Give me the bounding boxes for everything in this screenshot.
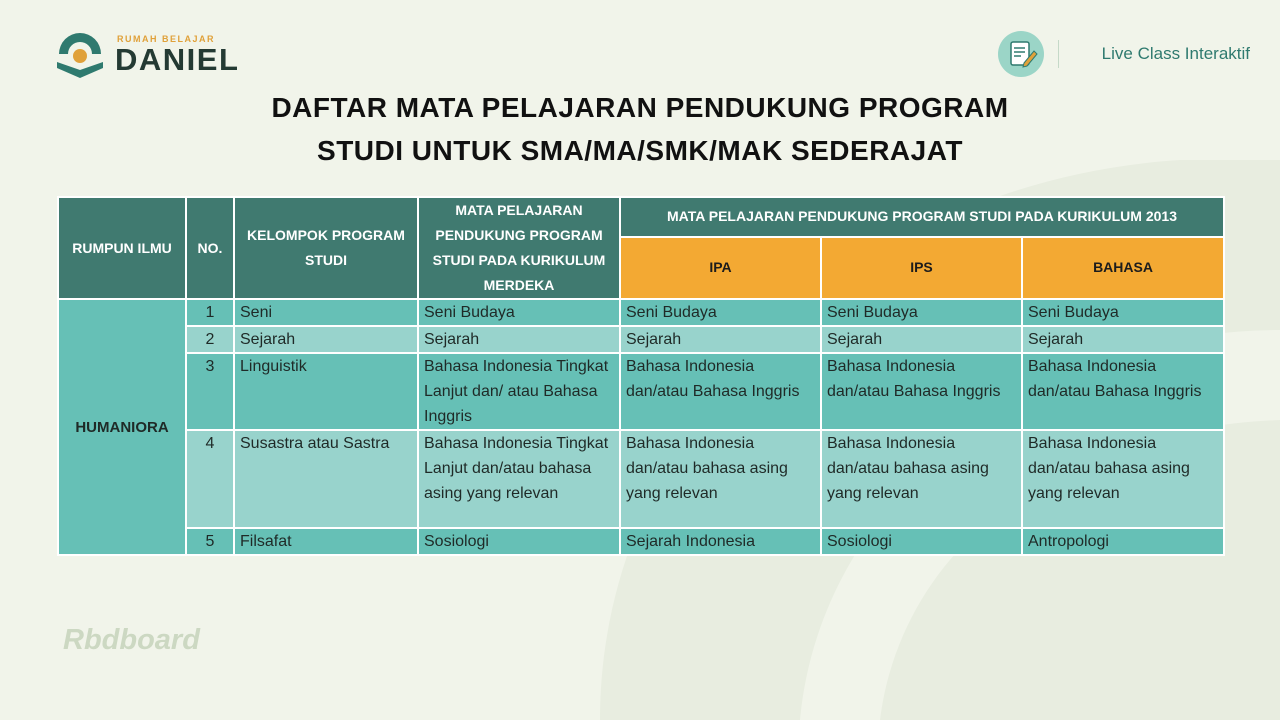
notepad-pen-icon xyxy=(998,31,1044,77)
cell-no: 1 xyxy=(186,299,234,326)
cell-bahasa: Bahasa Indonesia dan/atau Bahasa Inggris xyxy=(1022,353,1224,430)
cell-ips: Sejarah xyxy=(821,326,1022,353)
header-ips: IPS xyxy=(821,237,1022,299)
cell-bahasa: Antropologi xyxy=(1022,528,1224,555)
subject-table xyxy=(57,196,1225,556)
cell-ipa: Bahasa Indonesia dan/atau bahasa asing yang relevan xyxy=(620,430,821,528)
cell-kelompok: Susastra atau Sastra xyxy=(234,430,418,528)
cell-merdeka: Seni Budaya xyxy=(418,299,620,326)
cell-kelompok: Linguistik xyxy=(234,353,418,430)
cell-ipa: Sejarah xyxy=(620,326,821,353)
cell-ipa: Bahasa Indonesia dan/atau Bahasa Inggris xyxy=(620,353,821,430)
cell-ips: Seni Budaya xyxy=(821,299,1022,326)
header-kurikulum-2013: MATA PELAJARAN PENDUKUNG PROGRAM STUDI PADA KURIKULUM 2013 xyxy=(620,197,1224,237)
header-ipa: IPA xyxy=(620,237,821,299)
cell-bahasa: Bahasa Indonesia dan/atau bahasa asing yang relevan xyxy=(1022,430,1224,528)
cell-ips: Bahasa Indonesia dan/atau bahasa asing yang relevan xyxy=(821,430,1022,528)
watermark: Rbdboard xyxy=(63,624,200,656)
cell-bahasa: Seni Budaya xyxy=(1022,299,1224,326)
cell-kelompok: Sejarah xyxy=(234,326,418,353)
header-no: NO. xyxy=(186,197,234,299)
cell-merdeka: Bahasa Indonesia Tingkat Lanjut dan/ atau Bahasa Inggris xyxy=(418,353,620,430)
header-rumpun: RUMPUN ILMU xyxy=(58,197,186,299)
table-row xyxy=(58,353,1224,430)
table-row xyxy=(58,299,1224,326)
rumpun-cell: HUMANIORA xyxy=(58,299,186,555)
brand-name: DANIEL xyxy=(115,42,240,77)
cell-kelompok: Seni xyxy=(234,299,418,326)
cell-bahasa: Sejarah xyxy=(1022,326,1224,353)
cell-ipa: Sejarah Indonesia xyxy=(620,528,821,555)
table-row xyxy=(58,326,1224,353)
page-title xyxy=(0,86,1280,172)
cell-kelompok: Filsafat xyxy=(234,528,418,555)
cell-no: 5 xyxy=(186,528,234,555)
title-line-2: STUDI UNTUK SMA/MA/SMK/MAK SEDERAJAT xyxy=(317,135,963,166)
cell-merdeka: Bahasa Indonesia Tingkat Lanjut dan/atau bahasa asing yang relevan xyxy=(418,430,620,528)
header-kelompok: KELOMPOK PROGRAM STUDI xyxy=(234,197,418,299)
title-line-1: DAFTAR MATA PELAJARAN PENDUKUNG PROGRAM xyxy=(271,92,1009,123)
brand-small-text: RUMAH BELAJAR xyxy=(117,34,215,44)
header-bahasa: BAHASA xyxy=(1022,237,1224,299)
table-row xyxy=(58,430,1224,528)
cell-no: 4 xyxy=(186,430,234,528)
cell-merdeka: Sejarah xyxy=(418,326,620,353)
header-merdeka: MATA PELAJARAN PENDUKUNG PROGRAM STUDI PADA KURIKULUM MERDEKA xyxy=(418,197,620,299)
cell-merdeka: Sosiologi xyxy=(418,528,620,555)
brand-logo xyxy=(55,30,255,80)
cell-no: 3 xyxy=(186,353,234,430)
cell-ipa: Seni Budaya xyxy=(620,299,821,326)
cell-no: 2 xyxy=(186,326,234,353)
table-row xyxy=(58,528,1224,555)
live-class-label: Live Class Interaktif xyxy=(1101,44,1250,63)
cell-ips: Sosiologi xyxy=(821,528,1022,555)
house-sun-icon xyxy=(55,32,105,80)
header-divider xyxy=(1058,40,1059,68)
cell-ips: Bahasa Indonesia dan/atau Bahasa Inggris xyxy=(821,353,1022,430)
